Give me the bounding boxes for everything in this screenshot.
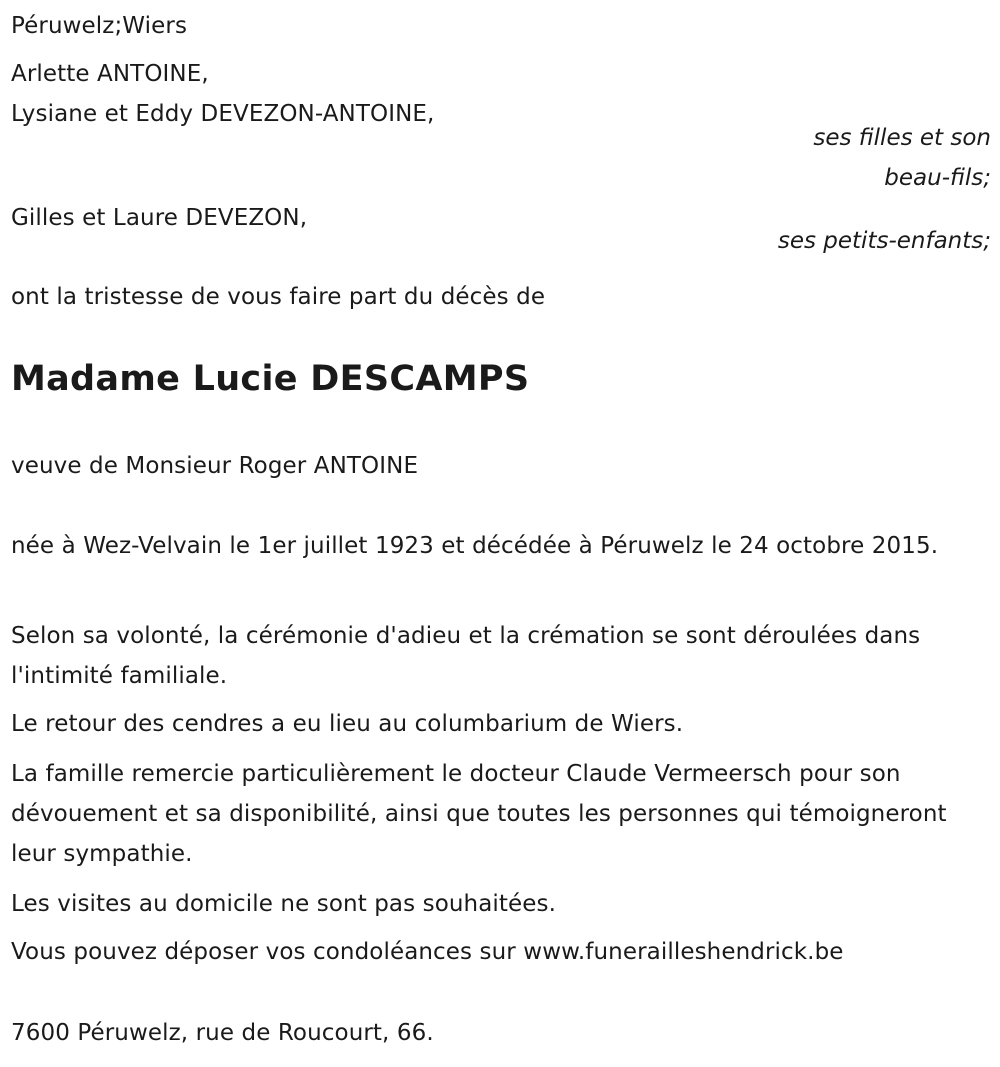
deceased-name: Madame Lucie DESCAMPS xyxy=(11,359,530,399)
visits-paragraph: Les visites au domicile ne sont pas souhaitées. xyxy=(11,891,557,917)
funeral-home-address: 7600 Péruwelz, rue de Roucourt, 66. xyxy=(11,1020,434,1046)
relation-daughters-label: ses filles et son xyxy=(813,125,991,151)
relation-son-in-law-label: beau-fils; xyxy=(884,165,991,191)
ashes-paragraph: Le retour des cendres a eu lieu au columbarium de Wiers. xyxy=(11,711,684,737)
birth-death-paragraph: née à Wez-Velvain le 1er juillet 1923 et décédée à Péruwelz le 24 octobre 2015. xyxy=(11,533,939,559)
ceremony-paragraph: Selon sa volonté, la cérémonie d'adieu et la crémation se sont déroulées dans l'intimité familiale. xyxy=(11,623,921,689)
condolences-paragraph: Vous pouvez déposer vos condoléances sur www.funerailleshendrick.be xyxy=(11,939,844,965)
thanks-paragraph: La famille remercie particulièrement le docteur Claude Vermeersch pour son dévouement et sa disponibilité, ainsi que toutes les personnes qui témoigneront leur sympathie. xyxy=(11,761,947,867)
relation-grandchildren-label: ses petits-enfants; xyxy=(777,228,991,254)
location-header: Péruwelz;Wiers xyxy=(11,13,188,39)
family-member-daughter-and-son-in-law: Lysiane et Eddy DEVEZON-ANTOINE, xyxy=(11,101,435,127)
announcement-intro: ont la tristesse de vous faire part du décès de xyxy=(11,284,546,310)
family-member-daughter: Arlette ANTOINE, xyxy=(11,61,209,87)
widow-of-line: veuve de Monsieur Roger ANTOINE xyxy=(11,453,419,479)
family-member-grandchildren: Gilles et Laure DEVEZON, xyxy=(11,205,308,231)
obituary-document xyxy=(11,0,991,1067)
